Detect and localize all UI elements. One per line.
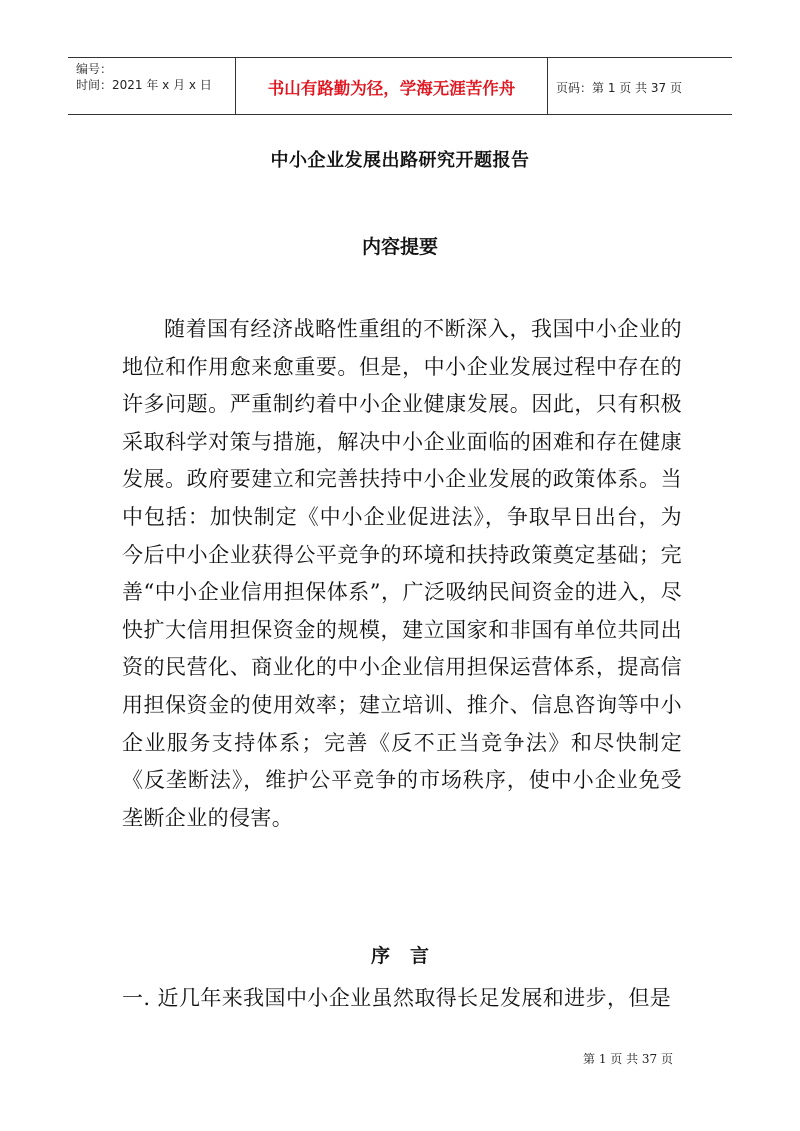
header-motto: 书山有路勤为径，学海无涯苦作舟 [267, 79, 516, 98]
abstract-paragraph: 随着国有经济战略性重组的不断深入，我国中小企业的地位和作用愈来愈重要。但是，中小企业发展过程中存在的许多问题。严重制约着中小企业健康发展。因此，只有积极采取科学对策与措施，解决中小企业面临的困难和存在健康发展。政府要建立和完善扶持中小企业发展的政策体系。当中包括：加快制定《中小企业促进法》，争取早日出台，为今后中小企业获得公平竞争的环境和扶持政策奠定基础；完善“中小企业信用担保体系”，广泛吸纳民间资金的进入，尽快扩大信用担保资金的规模，建立国家和非国有单位共同出资的民营化、商业化的中小企业信用担保运营体系，提高信用担保资金的使用效率；建立培训、推介、信息咨询等中小企业服务支持体系；完善《反不正当竞争法》和尽快制定《反垄断法》，维护公平竞争的市场秩序，使中小企业免受垄断企业的侵害。 [122, 317, 682, 830]
header-number-label: 编号： [76, 62, 113, 76]
document-title: 中小企业发展出路研究开题报告 [270, 150, 530, 171]
header-divider-right [547, 58, 548, 115]
abstract-heading: 内容提要 [361, 236, 438, 258]
preface-heading: 序言 [370, 945, 449, 967]
header-time-label: 时间：2021 年 x 月 x 日 [76, 78, 212, 92]
header-meta [76, 61, 212, 93]
page-footer: 第 1 页 共 37 页 [583, 1052, 673, 1066]
preface-paragraph: 一. 近几年来我国中小企业虽然取得长足发展和进步，但是 [122, 986, 672, 1010]
header-page-info: 页码：第 1 页 共 37 页 [556, 81, 682, 95]
page-header [68, 57, 732, 115]
